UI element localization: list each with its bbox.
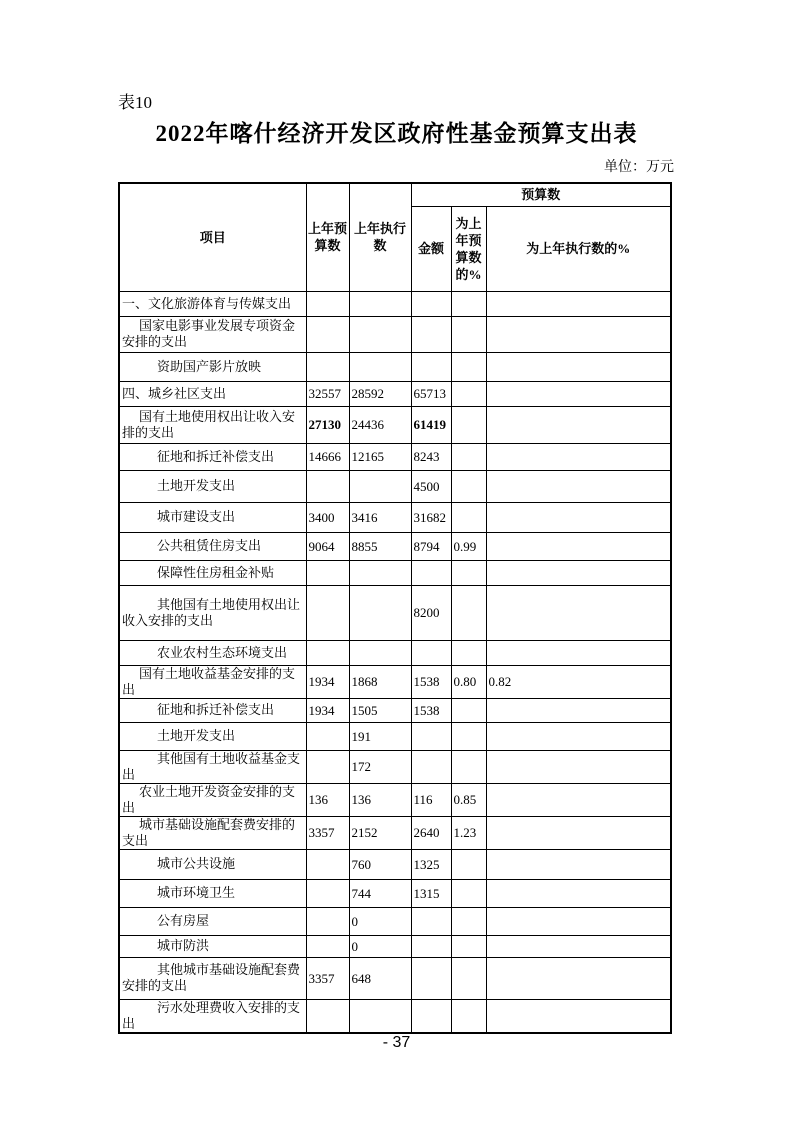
row-label: 国家电影事业发展专项资金安排的支出 <box>119 316 306 352</box>
cell-prev-actual <box>349 999 411 1033</box>
cell-prev-actual: 12165 <box>349 443 411 470</box>
cell-amount: 4500 <box>411 470 451 502</box>
cell-pct-prev-actual <box>486 585 671 640</box>
cell-prev-budget <box>306 935 349 957</box>
table-row <box>119 722 671 750</box>
cell-prev-budget: 1934 <box>306 665 349 698</box>
cell-prev-budget <box>306 470 349 502</box>
row-label: 保障性住房租金补贴 <box>119 560 306 585</box>
cell-amount: 2640 <box>411 816 451 849</box>
cell-pct-prev-budget <box>451 879 486 907</box>
cell-prev-budget: 136 <box>306 783 349 816</box>
cell-amount <box>411 999 451 1033</box>
row-label: 城市公共设施 <box>119 849 306 879</box>
row-label: 资助国产影片放映 <box>119 352 306 381</box>
cell-pct-prev-budget <box>451 907 486 935</box>
row-label: 公共租赁住房支出 <box>119 532 306 560</box>
cell-pct-prev-budget <box>451 640 486 665</box>
col-header-prev-year-actual: 上年执行数 <box>349 183 411 291</box>
header-row-group <box>119 183 671 206</box>
row-label: 国有土地使用权出让收入安排的支出 <box>119 406 306 443</box>
cell-amount: 31682 <box>411 502 451 532</box>
cell-prev-actual: 1868 <box>349 665 411 698</box>
cell-prev-actual <box>349 316 411 352</box>
budget-table <box>118 182 672 1034</box>
cell-pct-prev-actual <box>486 291 671 316</box>
cell-prev-budget: 27130 <box>306 406 349 443</box>
cell-prev-budget <box>306 585 349 640</box>
cell-pct-prev-budget <box>451 849 486 879</box>
cell-pct-prev-actual <box>486 560 671 585</box>
cell-prev-actual: 172 <box>349 750 411 783</box>
cell-amount: 8200 <box>411 585 451 640</box>
cell-amount <box>411 957 451 999</box>
col-header-amount: 金额 <box>411 206 451 291</box>
cell-pct-prev-budget <box>451 935 486 957</box>
cell-prev-budget <box>306 849 349 879</box>
cell-pct-prev-budget: 0.99 <box>451 532 486 560</box>
table-row <box>119 352 671 381</box>
cell-amount <box>411 316 451 352</box>
cell-amount <box>411 935 451 957</box>
cell-prev-actual: 24436 <box>349 406 411 443</box>
cell-pct-prev-budget <box>451 957 486 999</box>
cell-prev-budget <box>306 352 349 381</box>
cell-amount: 116 <box>411 783 451 816</box>
table-row <box>119 665 671 698</box>
table-row <box>119 698 671 722</box>
cell-prev-budget <box>306 316 349 352</box>
cell-prev-actual: 8855 <box>349 532 411 560</box>
cell-amount <box>411 750 451 783</box>
cell-pct-prev-budget <box>451 470 486 502</box>
row-label: 征地和拆迁补偿支出 <box>119 443 306 470</box>
cell-amount: 1325 <box>411 849 451 879</box>
cell-amount <box>411 291 451 316</box>
row-label: 土地开发支出 <box>119 470 306 502</box>
cell-pct-prev-actual <box>486 698 671 722</box>
row-label: 农业土地开发资金安排的支出 <box>119 783 306 816</box>
cell-pct-prev-budget <box>451 698 486 722</box>
cell-pct-prev-actual <box>486 406 671 443</box>
row-label: 城市环境卫生 <box>119 879 306 907</box>
cell-prev-actual <box>349 291 411 316</box>
cell-pct-prev-budget <box>451 750 486 783</box>
table-row <box>119 750 671 783</box>
table-number-label: 表10 <box>118 93 152 112</box>
table-row <box>119 935 671 957</box>
table-row <box>119 470 671 502</box>
cell-prev-budget: 3357 <box>306 816 349 849</box>
cell-prev-budget <box>306 291 349 316</box>
cell-pct-prev-budget <box>451 352 486 381</box>
cell-pct-prev-budget: 1.23 <box>451 816 486 849</box>
table-row <box>119 783 671 816</box>
row-label: 征地和拆迁补偿支出 <box>119 698 306 722</box>
cell-prev-actual <box>349 470 411 502</box>
cell-prev-actual: 0 <box>349 935 411 957</box>
cell-pct-prev-actual <box>486 935 671 957</box>
cell-pct-prev-actual <box>486 750 671 783</box>
row-label: 其他国有土地使用权出让收入安排的支出 <box>119 585 306 640</box>
cell-pct-prev-actual <box>486 957 671 999</box>
cell-pct-prev-actual <box>486 352 671 381</box>
cell-prev-budget <box>306 750 349 783</box>
table-row <box>119 849 671 879</box>
cell-prev-actual <box>349 352 411 381</box>
cell-pct-prev-actual <box>486 816 671 849</box>
cell-pct-prev-budget <box>451 406 486 443</box>
row-label: 公有房屋 <box>119 907 306 935</box>
table-row <box>119 406 671 443</box>
cell-pct-prev-actual <box>486 849 671 879</box>
cell-pct-prev-actual <box>486 783 671 816</box>
cell-pct-prev-actual <box>486 722 671 750</box>
cell-pct-prev-budget <box>451 560 486 585</box>
table-row <box>119 999 671 1033</box>
table-row <box>119 585 671 640</box>
cell-prev-actual <box>349 640 411 665</box>
table-row <box>119 957 671 999</box>
row-label: 城市建设支出 <box>119 502 306 532</box>
table-row <box>119 443 671 470</box>
table-row <box>119 816 671 849</box>
cell-amount <box>411 640 451 665</box>
cell-prev-actual: 3416 <box>349 502 411 532</box>
cell-prev-budget: 3400 <box>306 502 349 532</box>
row-label: 其他国有土地收益基金支出 <box>119 750 306 783</box>
cell-pct-prev-actual <box>486 640 671 665</box>
col-header-item: 项目 <box>119 183 306 291</box>
table-row <box>119 879 671 907</box>
col-header-pct-of-prev-budget: 为上年预算数的% <box>451 206 486 291</box>
row-label: 城市基础设施配套费安排的支出 <box>119 816 306 849</box>
cell-prev-actual: 744 <box>349 879 411 907</box>
cell-prev-actual: 2152 <box>349 816 411 849</box>
cell-prev-budget: 3357 <box>306 957 349 999</box>
cell-prev-budget: 32557 <box>306 381 349 406</box>
cell-pct-prev-budget <box>451 502 486 532</box>
cell-prev-actual: 648 <box>349 957 411 999</box>
cell-prev-actual: 191 <box>349 722 411 750</box>
cell-prev-budget <box>306 640 349 665</box>
cell-pct-prev-actual: 0.82 <box>486 665 671 698</box>
col-header-prev-year-budget: 上年预算数 <box>306 183 349 291</box>
cell-pct-prev-budget <box>451 443 486 470</box>
table-row <box>119 560 671 585</box>
cell-pct-prev-budget <box>451 381 486 406</box>
row-label: 四、城乡社区支出 <box>119 381 306 406</box>
table-row <box>119 907 671 935</box>
table-row <box>119 291 671 316</box>
cell-pct-prev-actual <box>486 316 671 352</box>
cell-pct-prev-budget <box>451 291 486 316</box>
cell-amount <box>411 722 451 750</box>
table-row <box>119 381 671 406</box>
page-title: 2022年喀什经济开发区政府性基金预算支出表 <box>155 121 638 146</box>
cell-pct-prev-budget <box>451 316 486 352</box>
cell-pct-prev-budget <box>451 585 486 640</box>
cell-pct-prev-actual <box>486 381 671 406</box>
cell-pct-prev-budget: 0.80 <box>451 665 486 698</box>
cell-pct-prev-actual <box>486 999 671 1033</box>
col-header-pct-of-prev-actual: 为上年执行数的% <box>486 206 671 291</box>
cell-amount <box>411 352 451 381</box>
table-header <box>119 183 671 291</box>
cell-prev-actual: 28592 <box>349 381 411 406</box>
cell-pct-prev-actual <box>486 907 671 935</box>
cell-pct-prev-budget <box>451 722 486 750</box>
cell-amount <box>411 560 451 585</box>
row-label: 一、文化旅游体育与传媒支出 <box>119 291 306 316</box>
cell-prev-budget <box>306 999 349 1033</box>
table-body <box>119 291 671 1033</box>
cell-amount: 1538 <box>411 698 451 722</box>
cell-pct-prev-budget <box>451 999 486 1033</box>
row-label: 其他城市基础设施配套费安排的支出 <box>119 957 306 999</box>
cell-prev-actual <box>349 585 411 640</box>
cell-amount: 65713 <box>411 381 451 406</box>
row-label: 土地开发支出 <box>119 722 306 750</box>
table-row <box>119 640 671 665</box>
cell-pct-prev-actual <box>486 470 671 502</box>
cell-prev-budget <box>306 722 349 750</box>
cell-pct-prev-budget: 0.85 <box>451 783 486 816</box>
cell-prev-actual: 136 <box>349 783 411 816</box>
table-row <box>119 316 671 352</box>
table-row <box>119 532 671 560</box>
table-row <box>119 502 671 532</box>
cell-prev-budget: 1934 <box>306 698 349 722</box>
col-header-budget-group: 预算数 <box>411 183 671 206</box>
cell-prev-actual <box>349 560 411 585</box>
cell-prev-budget <box>306 907 349 935</box>
row-label: 农业农村生态环境支出 <box>119 640 306 665</box>
cell-prev-actual: 0 <box>349 907 411 935</box>
row-label: 污水处理费收入安排的支出 <box>119 999 306 1033</box>
cell-pct-prev-actual <box>486 532 671 560</box>
cell-amount: 1538 <box>411 665 451 698</box>
cell-prev-actual: 1505 <box>349 698 411 722</box>
cell-amount: 1315 <box>411 879 451 907</box>
cell-pct-prev-actual <box>486 443 671 470</box>
cell-prev-budget: 9064 <box>306 532 349 560</box>
row-label: 国有土地收益基金安排的支出 <box>119 665 306 698</box>
cell-amount: 61419 <box>411 406 451 443</box>
unit-note: 单位：万元 <box>604 160 674 175</box>
cell-amount <box>411 907 451 935</box>
page-number: - 37 <box>382 1034 411 1051</box>
cell-prev-budget: 14666 <box>306 443 349 470</box>
cell-pct-prev-actual <box>486 879 671 907</box>
cell-amount: 8794 <box>411 532 451 560</box>
cell-prev-budget <box>306 879 349 907</box>
cell-amount: 8243 <box>411 443 451 470</box>
cell-pct-prev-actual <box>486 502 671 532</box>
cell-prev-actual: 760 <box>349 849 411 879</box>
cell-prev-budget <box>306 560 349 585</box>
row-label: 城市防洪 <box>119 935 306 957</box>
